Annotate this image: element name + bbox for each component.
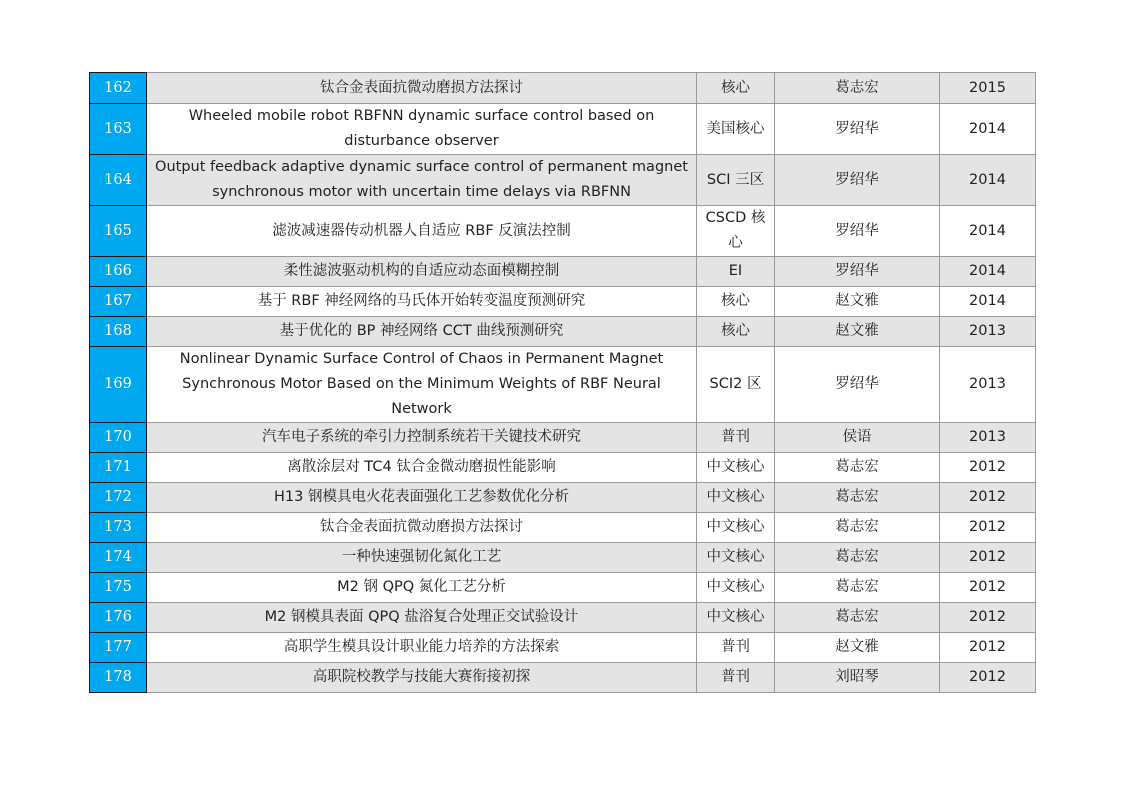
- row-number: 169: [90, 347, 147, 423]
- journal-level: SCI 三区: [697, 155, 775, 206]
- table-row: [90, 317, 1036, 347]
- journal-level: 中文核心: [697, 513, 775, 543]
- table-row: [90, 73, 1036, 104]
- table-row: [90, 423, 1036, 453]
- paper-title: 一种快速强韧化氮化工艺: [147, 543, 697, 573]
- table-row: [90, 453, 1036, 483]
- author: 葛志宏: [775, 73, 940, 104]
- year: 2012: [940, 483, 1036, 513]
- journal-level: 中文核心: [697, 603, 775, 633]
- author: 葛志宏: [775, 453, 940, 483]
- year: 2012: [940, 633, 1036, 663]
- journal-level: 中文核心: [697, 483, 775, 513]
- row-number: 177: [90, 633, 147, 663]
- table-row: [90, 543, 1036, 573]
- journal-level: 普刊: [697, 663, 775, 693]
- journal-level: SCI2 区: [697, 347, 775, 423]
- table-row: [90, 633, 1036, 663]
- paper-title: 高职学生模具设计职业能力培养的方法探索: [147, 633, 697, 663]
- table-row: [90, 257, 1036, 287]
- author: 赵文雅: [775, 317, 940, 347]
- paper-title: M2 钢模具表面 QPQ 盐浴复合处理正交试验设计: [147, 603, 697, 633]
- row-number: 175: [90, 573, 147, 603]
- author: 葛志宏: [775, 603, 940, 633]
- row-number: 167: [90, 287, 147, 317]
- author: 罗绍华: [775, 206, 940, 257]
- row-number: 173: [90, 513, 147, 543]
- table-row: [90, 155, 1036, 206]
- paper-title: 柔性滤波驱动机构的自适应动态面模糊控制: [147, 257, 697, 287]
- author: 葛志宏: [775, 573, 940, 603]
- year: 2014: [940, 155, 1036, 206]
- journal-level: 普刊: [697, 423, 775, 453]
- row-number: 174: [90, 543, 147, 573]
- table-row: [90, 104, 1036, 155]
- journal-level: 中文核心: [697, 453, 775, 483]
- year: 2014: [940, 257, 1036, 287]
- row-number: 178: [90, 663, 147, 693]
- year: 2012: [940, 663, 1036, 693]
- author: 罗绍华: [775, 155, 940, 206]
- row-number: 166: [90, 257, 147, 287]
- row-number: 171: [90, 453, 147, 483]
- row-number: 164: [90, 155, 147, 206]
- paper-title: 滤波减速器传动机器人自适应 RBF 反演法控制: [147, 206, 697, 257]
- year: 2015: [940, 73, 1036, 104]
- row-number: 168: [90, 317, 147, 347]
- row-number: 170: [90, 423, 147, 453]
- journal-level: 核心: [697, 287, 775, 317]
- journal-level: 美国核心: [697, 104, 775, 155]
- author: 罗绍华: [775, 347, 940, 423]
- year: 2014: [940, 104, 1036, 155]
- year: 2012: [940, 543, 1036, 573]
- year: 2013: [940, 347, 1036, 423]
- table-row: [90, 663, 1036, 693]
- journal-level: 中文核心: [697, 543, 775, 573]
- table-row: [90, 347, 1036, 423]
- journal-level: CSCD 核 心: [697, 206, 775, 257]
- paper-title: M2 钢 QPQ 氮化工艺分析: [147, 573, 697, 603]
- author: 罗绍华: [775, 257, 940, 287]
- paper-title: 基于优化的 BP 神经网络 CCT 曲线预测研究: [147, 317, 697, 347]
- paper-title: 高职院校教学与技能大赛衔接初探: [147, 663, 697, 693]
- year: 2012: [940, 513, 1036, 543]
- journal-level: 中文核心: [697, 573, 775, 603]
- table-row: [90, 287, 1036, 317]
- journal-level: EI: [697, 257, 775, 287]
- paper-title: Nonlinear Dynamic Surface Control of Chaos in Permanent Magnet Synchronous Motor Based on the Minimum Weights of RBF Neural Network: [147, 347, 697, 423]
- publications-table: [89, 72, 1036, 693]
- paper-title: 钛合金表面抗微动磨损方法探讨: [147, 73, 697, 104]
- year: 2014: [940, 206, 1036, 257]
- row-number: 163: [90, 104, 147, 155]
- row-number: 165: [90, 206, 147, 257]
- year: 2012: [940, 603, 1036, 633]
- author: 葛志宏: [775, 513, 940, 543]
- year: 2013: [940, 317, 1036, 347]
- journal-level: 普刊: [697, 633, 775, 663]
- paper-title: 汽车电子系统的牵引力控制系统若干关键技术研究: [147, 423, 697, 453]
- table-row: [90, 483, 1036, 513]
- paper-title: 基于 RBF 神经网络的马氏体开始转变温度预测研究: [147, 287, 697, 317]
- table-row: [90, 603, 1036, 633]
- paper-title: H13 钢模具电火花表面强化工艺参数优化分析: [147, 483, 697, 513]
- journal-level: 核心: [697, 317, 775, 347]
- author: 赵文雅: [775, 287, 940, 317]
- author: 葛志宏: [775, 483, 940, 513]
- author: 刘昭琴: [775, 663, 940, 693]
- author: 赵文雅: [775, 633, 940, 663]
- paper-title: 钛合金表面抗微动磨损方法探讨: [147, 513, 697, 543]
- year: 2012: [940, 453, 1036, 483]
- row-number: 162: [90, 73, 147, 104]
- table-row: [90, 206, 1036, 257]
- table-row: [90, 513, 1036, 543]
- table-row: [90, 573, 1036, 603]
- paper-title: Wheeled mobile robot RBFNN dynamic surface control based on disturbance observer: [147, 104, 697, 155]
- paper-title: Output feedback adaptive dynamic surface control of permanent magnet synchronous motor with uncertain time delays via RBFNN: [147, 155, 697, 206]
- year: 2013: [940, 423, 1036, 453]
- paper-title: 离散涂层对 TC4 钛合金微动磨损性能影响: [147, 453, 697, 483]
- year: 2014: [940, 287, 1036, 317]
- author: 葛志宏: [775, 543, 940, 573]
- journal-level: 核心: [697, 73, 775, 104]
- author: 罗绍华: [775, 104, 940, 155]
- author: 侯语: [775, 423, 940, 453]
- year: 2012: [940, 573, 1036, 603]
- row-number: 176: [90, 603, 147, 633]
- row-number: 172: [90, 483, 147, 513]
